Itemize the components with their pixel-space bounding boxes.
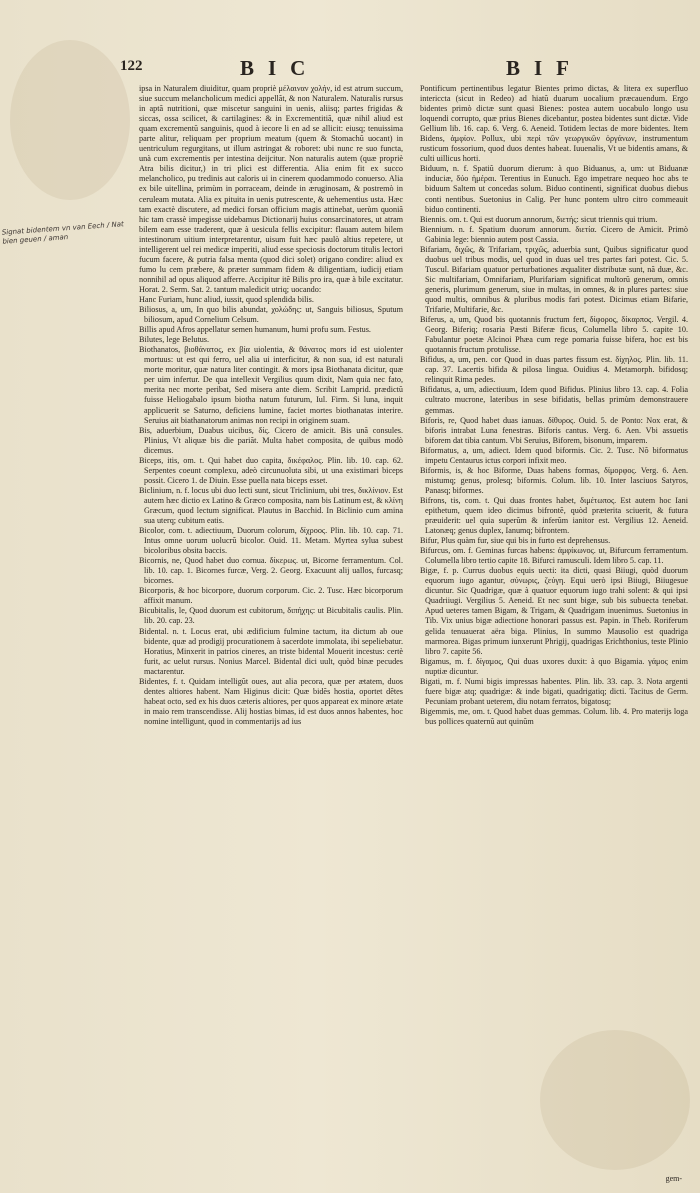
dictionary-entry: Bidental. n. t. Locus erat, ubi ædificium fulmine tactum, ita dictum ab oue bidente, quæ ad prodigij procurationem à sacerdote immolata, ibi sepeliebatur. Horatius, Minxerit in patrios cineres, an triste bidental Mouerit incestus: certè furit, ac uelut rursus. Nonius Marcel. Bidental dici uult, quòd binæ pecudes mactarentur.	[139, 626, 403, 676]
running-head-right: BIF	[506, 56, 584, 80]
catchword: gem-	[665, 1174, 682, 1183]
page-number: 122	[120, 58, 143, 74]
dictionary-entry: Bigati, m. f. Numi bigis impressas habentes. Plin. lib. 33. cap. 3. Nota argenti fuere bigæ atq; quadrigæ: & inde bigati, quadrigatiq; dicti. Tacitus de Germ. Pecuniam probant ueterem, diu notam ferratos, bigatosq;	[420, 676, 688, 706]
dictionary-entry: Bicubitalis, le, Quod duorum est cubitorum, διπήχης: ut Bicubitalis caulis. Plin. lib. 20. cap. 23.	[139, 606, 403, 626]
dictionary-entry: Biforis, re, Quod habet duas ianuas. δίθυρος. Ouid. 5. de Ponto: Nox erat, & biforis intrabat Luna fenestras. Biforis cantus. Verg. 6. Aen. Vbi assuetis biforem dat tibia cantum. Vbi Seruius, Biforem, bisonum, imparem.	[420, 415, 688, 445]
dictionary-entry: Biferus, a, um, Quod bis quotannis fructum fert, δίφορος, δίκαρπος. Vergil. 4. Georg. Biferiq; rosaria Pæsti Biferæ ficus, Columella libro 5. capite 10. Fabulantur poetæ Alcinoi Phæa cum rege pomaria fuisse bifera, hoc est bis quotannis fructum protulisse.	[420, 315, 688, 355]
dictionary-entry: Bifrons, tis, com. t. Qui duas frontes habet, διμέτωπος. Est autem hoc Iani epithetum, quem ideo dicimus bifrontẽ, quòd præterita sciuerit, & futura præuiderit: uel quia superũm & inferũm ianitor est. Vergilius 12. Aeneid. Latonæq; genus duplex, Ianumq; bifrontem.	[420, 495, 688, 536]
dictionary-entry: Biceps, itis, om. t. Qui habet duo capita, δικέφαλος. Plin. lib. 10. cap. 62. Serpentes coeunt complexu, adeò circunuoluta sibi, ut una existimari biceps possit. Cicero 1. de Diuin. Esse puella nata biceps esset.	[139, 455, 403, 485]
dictionary-entry: Bis, aduerbium, Duabus uicibus, δίς. Cicero de amicit. Bis unã consules. Plinius, Vt aliquæ bis die pariãt. Multa habet composita, de quibus modò dicemus.	[139, 425, 403, 455]
dictionary-entry: Bicornis, ne, Quod habet duo cornua. δίκερως. ut, Bicorne ferramentum. Col. lib. 10. cap. 1. Bicornes furcæ, Verg. 2. Georg. Exacuunt alij uallos, furcasq; bicornes.	[139, 556, 403, 586]
dictionary-entry: Hanc Furiam, hunc aliud, iussit, quod splendida bilis.	[139, 294, 314, 304]
dictionary-entry: Bigamus, m. f. δίγαμος, Qui duas uxores duxit: à quo Bigamia. γάμος enim nuptiæ dicuntur.	[420, 656, 688, 676]
dictionary-entry: Biformatus, a, um, adiect. Idem quod biformis. Cic. 2. Tusc. Nõ biformatus impetu Centaurus ictus corpori infixit meo.	[420, 445, 688, 465]
right-column	[420, 84, 688, 727]
dictionary-entry: Bifidatus, a, um, adiectiuum, Idem quod Bifidus. Plinius libro 13. cap. 4. Folia cultrato mucrone, lateribus in sese bifidatis, bellas primùm demonstrauere gemmas.	[420, 385, 688, 415]
dictionary-entry: Bigemmis, me, om. t. Quod habet duas gemmas. Colum. lib. 4. Pro materijs loga bus pollices quaternũ aut quinũm	[420, 706, 688, 726]
dictionary-entry: Bifidus, a, um, pen. cor Quod in duas partes fissum est. δίχηλος. Plin. lib. 11. cap. 37. Lacertis bifida & pilosa lingua. Ouidius 4. Metamorph. bifidosq; relinquit Rima pedes.	[420, 355, 688, 385]
dictionary-entry: Bigæ, f. p. Currus duobus equis uecti: ita dicti, quasi Biiugi, quòd duorum equorum iugo agantur, σύνωρις, ζεύγη. Equi uerò ipsi Biiugi, Biiugesue dicuntur. Sic Quadrigæ, quæ à quatuor equorum iugo trahi solent: & qui ipsi Quadriiugi. Vergilius 5. Aeneid. Et nec sunt bigæ, sub bis subuecta tenebat. Apud ueteres tamen Bigam, & Trigam, & Quadrigam inuenimus. Suetonius in Tib. Vix unius bigæ adiectione honorari passus est. Papin. in Theb. Roriferum gelida tenuauerat aëra biga. Plinius, In summo Mausolio est quadriga marmorea. Bigas primum iunxerunt Phrigij, quadrigas Erichthonius, teste Plinio libro 7. capite 56.	[420, 566, 688, 656]
paper-stain	[540, 1030, 690, 1170]
dictionary-entry: Bidentes, f. t. Quidam intelligũt oues, aut alia pecora, quæ per ætatem, duos dentes altiores habent. Nam Higinus dicit: Quæ bidẽs hostia, oportet dẽtes habeat octo, sed ex his duos cæteris altiores, per quos appareat ex minore ætate in maio rem transcendisse. Alij hostias bimas, id est duos annos habentes, hoc nomine intelligunt, quod in commentarijs ad ius	[139, 676, 403, 726]
dictionary-entry: Biliosus, a, um, In quo bilis abundat, χολώδης: ut, Sanguis biliosus, Sputum biliosum, apud Cornelium Celsum.	[139, 305, 403, 325]
page-header	[0, 56, 700, 82]
dictionary-entry: Bifur, Plus quàm fur, siue qui bis in furto est deprehensus.	[420, 536, 611, 546]
dictionary-entry: Biennium. n. f. Spatium duorum annorum. διετία. Cicero de Amicit. Primò Gabinia lege: biennio autem post Cassia.	[420, 224, 688, 244]
running-head-left: BIC	[240, 56, 320, 80]
left-column	[139, 84, 403, 727]
dictionary-entry: Biduum, n. f. Spatiũ duorum dierum: à quo Biduanus, a, um: ut Biduanæ induciæ, δύο ἡμέραι. Terentius in Eunuch. Ego impetrare nequeo hoc abs te biduum Saltem ut concedas solum. Biduo continenti, significat duobus diebus conti nentibus. Suetonius in Calig. Per hunc pontem ultro citro commeauit biduo continenti.	[420, 164, 688, 214]
dictionary-entry: Bifariam, διχῶς, & Trifariam, τριχῶς, aduerbia sunt, Quibus significatur quod duobus uel tribus modis, uel quod in duas uel tres partes fari potest. Cic. 5. Tuscul. Bifariam quatuor perturbationes æqualiter distributæ sunt, nã duæ, &c. Sic multifariam, Omnifariam, Plurifariam significat multorũ generum, omnis generis, plurimum generum, siue in multas, in omnes, & in plures partes: siue quod multis, omnibus & pluribus modis fari potest. Dicimus etiam Bifarie, Trifarie, Multifarie, &c.	[420, 244, 688, 315]
dictionary-entry: Biclinium, n. f. locus ubi duo lecti sunt, sicut Triclinium, ubi tres, δικλίνιον. Est autem hæc dictio ex Latino & Græco composita, nam bis Latinum est, & κλίνη Græcum, quod lectum significat. Plautus in Bacchid. In Biclinio cum amina sua uterq; cubitum eatis.	[139, 485, 403, 526]
dictionary-entry: Pontificum pertinentibus legatur Bientes primo dictas, & litera ex superfluo intericcta (sicut in Redeo) ad hiatũ duarum uocalium præcauendum. Ergo bidentes primò dictæ sunt quasi Bienes: postea autem uocabulo longo usu loquendi corrupto, quæ prius Bienes dicebantur, postea bidentes sunt dictæ. Vide Gellium lib. 16. cap. 6. Verg. 6. Aeneid. Totidem lectas de more bidentes. Item Bidens, ἀμφίον. Pollux, ubi περὶ τῶν γεωργικῶν ὀργάνων, instrumentum rusticum fossorium, quod duos dentes habeat. Iuuenalis, Vt ue bidentis amans, & culti uillicus horti.	[420, 84, 688, 164]
handwritten-margin-note: Signat bidentem vn van Eech / Nat bien geuen / aman	[1, 220, 124, 246]
dictionary-entry: Bicorporis, & hoc bicorpore, duorum corporum. Cic. 2. Tusc. Hæc bicorporum affixit manum.	[139, 586, 403, 606]
dictionary-entry: Biennis. om. t. Qui est duorum annorum, διετής: sicut triennis qui trium.	[420, 214, 658, 224]
dictionary-entry: Bifurcus, om. f. Geminas furcas habens: ἀμφίκωνος. ut, Bifurcum ferramentum. Columella libro tertio capite 18. Bifurci ramusculi. Idem libro 5. cap. 11.	[420, 546, 688, 566]
dictionary-entry: ipsa in Naturalem diuiditur, quam propriè μέλαιναν χολήν, id est atrum succum, siue succum melancholicum medici appellãt, & non Naturalem. Naturalis rursus in aptã nutritioni, quæ miscetur sanguini in uenis, aliisq; partes frigidas & siccas, ossa scilicet, & cartilagines: & in Excrementitiã, quæ nihil aliud est quam excrementũ sanguinis, quod à iecore li en ad se allicit: eiusq; tenuissima parte alitur, reliquam per proprium meatum (quem & Stomachũ uocant) in uentriculum regurgitans, ut illum astringat & roboret: ubi nunc re suo functa, unà cum excrementis per intestina deijcitur. Non naturalis autem (quæ propriè Atra bilis dicitur,) in tri plici est differentia. Alia enim fit ex succo melancholico, pu tredinis aut caloris ui in cinerem quodammodo conuerso. Alia ex bile uitellina, primùm in porraceam, deinde in æruginosam, & postremò in ceruleam mutata. Alia ex pituita in uenis putrescente, & uehementius usta. Hæc tam exactè discutere, ad medici forsan officium magis attinebat, uerùm quoniã hic tam crassè impegisse uidebamus Dictionarij huius consarcinatores, ut atram bilem eam esse traderent, quæ à uesicula fellis excipitur: flauam autem bilem intestinorum uitium interpretarentur, uisum fuit hæc paulò altius repetere, ut intelligerent uel rei medicæ imperiti, aliud esse speciosis doctorum titulis lectori fucum facere, & putria falsa menta (quod dici solet) origano condire: aliud ex fumo lu cem præbere, & præter summam fidem & diligentiam, iudicij etiam nonnihil ad opus aliquod afferre. Accipitur itẽ Bilis pro ira, quæ à bile excitatur. Horat. 2. Serm. Sat. 2. tantum maledicit utriq; uocando:	[139, 84, 403, 294]
dictionary-entry: Biothanatos, βιοθάνατος, ex βία uiolentia, & θάνατος mors id est uiolenter mortuus: ut est qui ferro, uel alia ui interficitur, & non sua, id est naturali morte moritur, quæ natura liter contingit. & mors ipsa Biothanata dicitur, quæ per uim infertur. De qua intellexit Vergilius quum dixit, Nam quia nec fato, merita nec morte peribat, Sed misera ante diem. Scribit Lamprid. prædictũ fuisse Heliogabalo ipsum biotha natum futurum, Iul. Firm. Si luna, inquit applicuerit se Saturno, deficiens lumine, faciet mortes biothanatas interire. Seruius ait biathanatorum animas non recipi in originem suam.	[139, 345, 403, 425]
dictionary-entry: Biformis, is, & hoc Biforme, Duas habens formas, δίμορφος. Verg. 6. Aen. mistumq; genus, prolesq; biformis. Colum. lib. 10. Inter lasciuos Satyros, Panasq; biformes.	[420, 465, 688, 495]
dictionary-entry: Bilutes, lege Belutus.	[139, 335, 210, 345]
dictionary-entry: Billis apud Afros appellatur semen humanum, humi profu sum. Festus.	[139, 325, 371, 335]
dictionary-entry: Bicolor, com. t. adiectiuum, Duorum colorum, δίχροος. Plin. lib. 10. cap. 71. Intus omne uorum uolucrũ bicolor. Ouid. 11. Metam. Myrtea sylua subest bicoloribus obsita baccis.	[139, 526, 403, 556]
